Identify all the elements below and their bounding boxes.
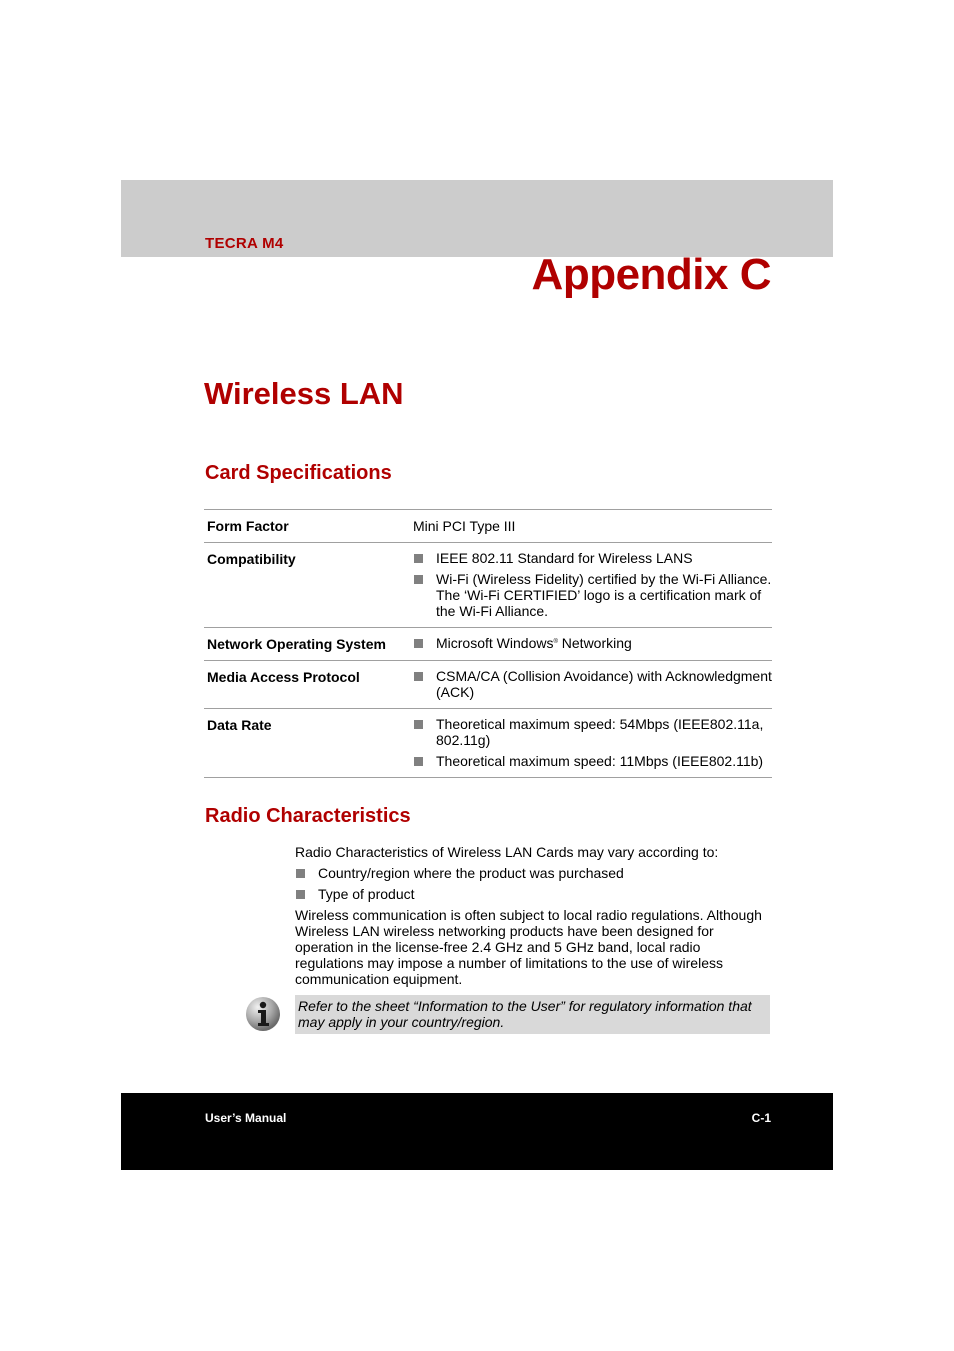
card-specifications-table [204, 509, 772, 778]
table-row [204, 661, 772, 709]
section-title: Wireless LAN [204, 376, 404, 411]
list-item: Microsoft Windows® Networking [413, 635, 772, 651]
footer-band [121, 1093, 833, 1170]
spec-label: Form Factor [207, 518, 289, 534]
spec-list [413, 668, 772, 700]
table-row [204, 709, 772, 778]
radio-paragraph: Wireless communication is often subject to local radio regulations. Although Wireless LAN wireless networking products have been designed for operation in the license-free 2.4 GHz and 5 GHz band, local radio regulations may impose a number of limitations to the use of wireless communication equipment. [295, 907, 762, 987]
table-row [204, 628, 772, 661]
page-number: C-1 [751, 1111, 771, 1125]
spec-label: Network Operating System [207, 636, 386, 652]
spec-label: Media Access Protocol [207, 669, 360, 685]
square-bullet-icon [414, 672, 423, 681]
regulatory-note: Refer to the sheet “Information to the User” for regulatory information that may apply in your country/region. [295, 995, 770, 1034]
radio-characteristics-heading: Radio Characteristics [205, 805, 411, 827]
spec-list [413, 635, 772, 651]
square-bullet-icon [414, 639, 423, 648]
square-bullet-icon [296, 869, 305, 878]
radio-intro: Radio Characteristics of Wireless LAN Cards may vary according to: [295, 844, 719, 860]
list-item: Country/region where the product was purchased [295, 865, 772, 881]
spec-label: Compatibility [207, 551, 296, 567]
product-name: TECRA M4 [205, 235, 284, 252]
table-row [204, 543, 772, 628]
table-row [204, 510, 772, 543]
list-item: Theoretical maximum speed: 11Mbps (IEEE802.11b) [413, 753, 772, 769]
radio-list [295, 865, 772, 902]
info-icon [245, 996, 281, 1032]
list-item: IEEE 802.11 Standard for Wireless LANS [413, 550, 772, 566]
square-bullet-icon [414, 757, 423, 766]
square-bullet-icon [414, 575, 423, 584]
card-specifications-heading: Card Specifications [205, 462, 392, 484]
square-bullet-icon [414, 720, 423, 729]
spec-value: Mini PCI Type III [413, 518, 516, 534]
square-bullet-icon [296, 890, 305, 899]
spec-label: Data Rate [207, 717, 272, 733]
list-item: Theoretical maximum speed: 54Mbps (IEEE802.11a, 802.11g) [413, 716, 772, 748]
list-item: Wi-Fi (Wireless Fidelity) certified by the Wi-Fi Alliance. The ‘Wi-Fi CERTIFIED’ logo is a certification mark of the Wi-Fi Alliance. [413, 571, 772, 619]
square-bullet-icon [414, 554, 423, 563]
appendix-title: Appendix C [531, 250, 771, 299]
spec-list [413, 550, 772, 619]
list-item: CSMA/CA (Collision Avoidance) with Acknowledgment (ACK) [413, 668, 772, 700]
spec-list [413, 716, 772, 769]
radio-characteristics-body [295, 844, 772, 992]
list-item: Type of product [295, 886, 772, 902]
footer-manual-title: User’s Manual [205, 1111, 287, 1125]
